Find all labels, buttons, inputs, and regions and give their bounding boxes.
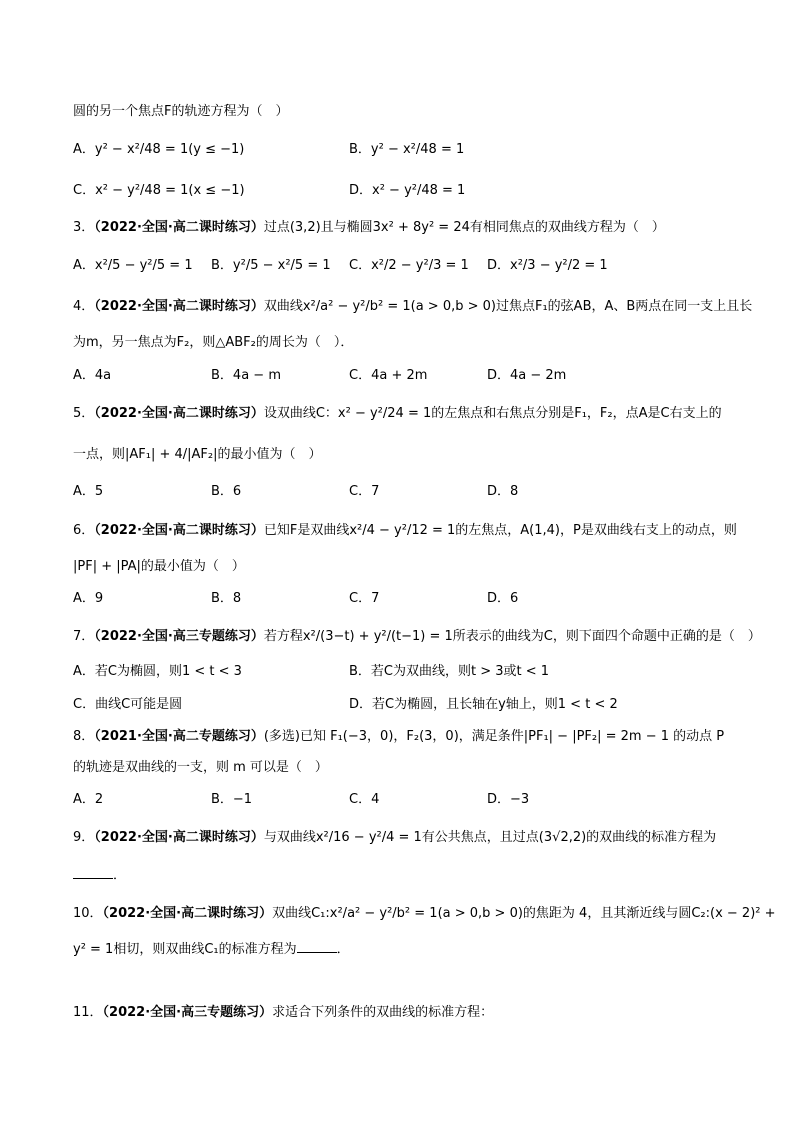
q5-option-d: D．8 — [487, 484, 519, 499]
q11-number: 11． — [73, 1005, 103, 1020]
q8-option-d: D．−3 — [487, 792, 530, 807]
q5-text-line1: 设双曲线C：x² − y²/24 = 1的左焦点和右焦点分别是F₁，F₂，点A是C右支上的 — [263, 406, 722, 421]
q5-number: 5． — [73, 406, 95, 421]
q7-source: （2022·全国·高三专题练习） — [94, 629, 264, 644]
q6-option-d: D．6 — [487, 591, 519, 606]
q3-option-d: D．x²/3 − y²/2 = 1 — [487, 258, 608, 273]
q4-number: 4． — [73, 299, 95, 314]
q9-text: 与双曲线x²/16 − y²/4 = 1有公共焦点，且过点(3√2,2)的双曲线的标准方程为 — [263, 830, 717, 845]
q10-text-line2: y² = 1相切，则双曲线C₁的标准方程为 — [73, 942, 297, 957]
q3-stem — [73, 218, 734, 238]
q10-text-line1: 双曲线C₁:x²/a² − y²/b² = 1(a > 0,b > 0)的焦距为 4，且其渐近线与圆C₂:(x − 2)² + — [272, 906, 776, 921]
q2-option-a: A．y² − x²/48 = 1(y ≤ −1) — [73, 142, 245, 157]
q6-text-line1: 已知F是双曲线x²/4 − y²/12 = 1的左焦点，A(1,4)，P是双曲线右支上的动点，则 — [263, 523, 737, 538]
q5-option-c: C．7 — [349, 484, 380, 499]
q7-option-a: A．若C为椭圆，则1 < t < 3 — [73, 664, 242, 679]
q9-source: （2022·全国·高二课时练习） — [94, 830, 264, 845]
q8-option-b: B．−1 — [211, 792, 253, 807]
q8-text-line1: (多选)已知 F₁(−3，0)，F₂(3，0)，满足条件|PF₁| − |PF₂| = 2m − 1 的动点 P — [263, 729, 725, 744]
q4-option-b: B．4a − m — [211, 368, 281, 383]
q2-option-b: B．y² − x²/48 = 1 — [349, 142, 465, 157]
q11-source: （2022·全国·高三专题练习） — [102, 1005, 273, 1020]
q10-tail: ． — [336, 942, 350, 957]
q10-source: （2022·全国·高二课时练习） — [102, 906, 273, 921]
q6-option-b: B．8 — [211, 591, 242, 606]
q10-answer-blank[interactable] — [297, 940, 337, 953]
q2-stem-tail: 圆的另一个焦点F的轨迹方程为（ ） — [73, 104, 289, 119]
q8-source: （2021·全国·高二专题练习） — [94, 729, 264, 744]
q4-text-line1: 双曲线x²/a² − y²/b² = 1(a > 0,b > 0)过焦点F₁的弦AB，A、B两点在同一支上且长 — [263, 299, 753, 314]
q3-source: （2022·全国·高二课时练习） — [94, 220, 264, 235]
q9-tail: ． — [113, 868, 127, 883]
q3-option-b: B．y²/5 − x²/5 = 1 — [211, 258, 331, 273]
q5-stem-line1 — [73, 404, 734, 424]
q7-stem — [73, 627, 761, 647]
q5-option-a: A．5 — [73, 484, 104, 499]
q4-source: （2022·全国·高二课时练习） — [94, 299, 264, 314]
q8-option-c: C．4 — [349, 792, 380, 807]
q4-option-c: C．4a + 2m — [349, 368, 428, 383]
q11-stem — [73, 1003, 734, 1023]
q8-stem-line1 — [73, 727, 734, 747]
q3-text: 过点(3,2)且与椭圆3x² + 8y² = 24有相同焦点的双曲线方程为（ ） — [263, 220, 665, 235]
q9-answer-blank[interactable] — [73, 866, 113, 879]
q4-stem-line1 — [73, 297, 753, 317]
q4-option-a: A．4a — [73, 368, 112, 383]
q6-option-c: C．7 — [349, 591, 380, 606]
q3-number: 3． — [73, 220, 95, 235]
q10-number: 10． — [73, 906, 103, 921]
q4-stem-line2: 为m，另一焦点为F₂，则△ABF₂的周长为（ ）． — [73, 335, 354, 350]
q7-number: 7． — [73, 629, 95, 644]
q8-stem-line2: 的轨迹是双曲线的一支，则 m 可以是（ ） — [73, 760, 328, 775]
q4-option-d: D．4a − 2m — [487, 368, 567, 383]
q5-option-b: B．6 — [211, 484, 242, 499]
q6-number: 6． — [73, 523, 95, 538]
q7-option-b: B．若C为双曲线，则t > 3或t < 1 — [349, 664, 550, 679]
q7-text: 若方程x²/(3−t) + y²/(t−1) = 1所表示的曲线为C，则下面四个命题中正确的是（ ） — [263, 629, 761, 644]
q10-stem-line1 — [73, 904, 776, 924]
q3-option-a: A．x²/5 − y²/5 = 1 — [73, 258, 193, 273]
q9-number: 9． — [73, 830, 95, 845]
q8-number: 8． — [73, 729, 95, 744]
q9-stem — [73, 828, 734, 848]
q2-option-d: D．x² − y²/48 = 1 — [349, 183, 466, 198]
q10-stem-line2 — [73, 940, 734, 960]
q8-option-a: A．2 — [73, 792, 104, 807]
q6-option-a: A．9 — [73, 591, 104, 606]
q7-option-d: D．若C为椭圆，且长轴在y轴上，则1 < t < 2 — [349, 697, 618, 712]
q6-stem-line1 — [73, 521, 737, 541]
q6-source: （2022·全国·高二课时练习） — [94, 523, 264, 538]
q5-stem-line2: 一点，则|AF₁| + 4/|AF₂|的最小值为（ ） — [73, 447, 322, 462]
q9-answer-line — [73, 866, 734, 886]
q5-source: （2022·全国·高二课时练习） — [94, 406, 264, 421]
q6-stem-line2: |PF| + |PA|的最小值为（ ） — [73, 559, 245, 574]
q3-option-c: C．x²/2 − y²/3 = 1 — [349, 258, 469, 273]
q11-text: 求适合下列条件的双曲线的标准方程： — [272, 1005, 494, 1020]
q7-option-c: C．曲线C可能是圆 — [73, 697, 183, 712]
q2-option-c: C．x² − y²/48 = 1(x ≤ −1) — [73, 183, 245, 198]
